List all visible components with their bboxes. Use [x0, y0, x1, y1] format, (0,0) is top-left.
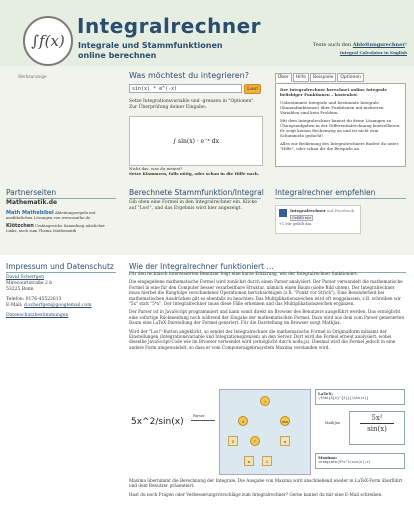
recommend-heading: Integralrechner empfehlen — [275, 188, 376, 197]
also-try-text: Teste auch den — [312, 42, 352, 48]
also-bang: ! — [404, 42, 407, 48]
english-version-link[interactable]: Integral Calculator in English — [339, 50, 407, 55]
about-p3: Mit dem Integralrechner kannst du deine Lösungen zu Übungsaufgaben in der Differentialrechnung kontrollieren. Er zeigt keinen Rechenweg an und ist nicht zum Schummeln gedacht! — [280, 118, 401, 138]
partner-3-text: Umfangreiche Sammlung nützlicher Links, auch zum Thema Mathematik — [6, 223, 105, 233]
rendered-numerator: 5x² — [371, 414, 383, 422]
tree-box — [219, 389, 311, 475]
preview-formula: ∫ sin(x) · e⁻ˣ dx — [172, 137, 220, 145]
derivative-calculator-link[interactable]: Ableitungsrechner — [352, 42, 405, 48]
about-p1: Der Integralrechner berechnet online Integrale beliebiger Funktionen – kostenlos! — [280, 87, 387, 97]
parser-label: Parser — [193, 414, 205, 418]
social-box — [275, 205, 361, 234]
imprint-email-link[interactable]: d.scherfgen@googlemail.com — [24, 303, 92, 308]
partner-2-text: Ableitungsregeln mit ausführlichen Lösungen von www.mathe.de — [6, 210, 96, 220]
imprint-phone: Telefon: 0176-45522613 — [6, 297, 62, 302]
how-p3: Der Parser ist in JavaScript programmiert und kann somit direkt im Browser des Benutzers ausgeführt werden. Das ermöglicht eine sofortige Rückmeldung noch während der Eingabe der mathematischen Formel. Dazu wird aus dem vom Parser generierten Baum eine LaTeX-Darstellung der Formel generiert. Für die Darstellung im Browser sorgt MathJax. — [129, 309, 405, 326]
partner-2[interactable] — [6, 211, 114, 220]
about-p4: Alles zur Bedienung des Integralrechners findest du unter "Hilfe", oder schau dir die Beispiele an. — [280, 141, 399, 151]
tree-leaf-x2: x — [244, 456, 254, 466]
tree-leaf-5: 5 — [228, 436, 238, 446]
facebook-icon — [279, 209, 287, 217]
hint2-line2: Setze Klammern, falls nötig, oder schau in die Hilfe nach. — [129, 171, 260, 176]
calculator-heading: Was möchtest du integrieren? — [129, 71, 249, 80]
input-row — [129, 84, 261, 94]
antiderivative-text: Gib oben eine Formel in den Integralrechner ein. Klicke auf "Los!", und das Ergebnis wird hier angezeigt. — [129, 200, 257, 211]
site-subtitle: Integrale und Stammfunktionen online berechnen — [78, 41, 223, 60]
tab-help[interactable]: Hilfe — [293, 73, 309, 82]
partner-1-name: Mathematik.de — [6, 199, 58, 206]
how-p4: Wird der "Los!"-Button angeklickt, so sendet der Integralrechner die mathematische Formel in Originalform mitsamt der Einstellungen (Integrationsvariable und Integrationsgrenzen) an den Server. Dort wird die Formel erneut analysiert, wobei dieselbe JavaScript-Code wie im Browser verwendet wird (ermöglicht durch node.js). Diesmal wird die Formel jedoch in eine andere Form umgewandelt, so dass er vom Computeralgebrasystem Maxima verstanden wird. — [129, 328, 396, 350]
how-heading: Wie der Integralrechner funktioniert … — [129, 262, 274, 271]
latex-output — [315, 389, 405, 405]
maxima-title: Maxima: — [318, 455, 338, 460]
go-button[interactable]: Los! — [244, 84, 261, 94]
about-p2: Unbestimmte Integrale und bestimmte Integrale (Stammfunktionen) über Funktionen mit mehreren Variablen sind kein Problem. — [280, 100, 384, 115]
site-title: Integralrechner — [77, 14, 262, 38]
about-panel — [275, 83, 406, 167]
facebook-page[interactable] — [290, 208, 354, 213]
maxima-code: integrate(5*x^2/sin(x),x) — [318, 460, 371, 464]
partners-heading: Partnerseiten — [6, 188, 57, 197]
input-hint-2 — [129, 166, 263, 176]
antiderivative-divider — [129, 198, 261, 199]
formula-input[interactable]: sin(x) * e^(-x) — [129, 84, 242, 93]
partner-3-name: Klötzchen — [6, 223, 34, 229]
closing-p2: Hast du noch Fragen oder Verbesserungsvorschläge zum Integralrechner? Gerne kannst du mir eine E-Mail schreiben. — [129, 491, 383, 497]
google-plus-button[interactable]: +1 Mir gefällt das. — [279, 222, 313, 226]
facebook-page-name: Integralrechner — [290, 208, 326, 213]
how-text — [129, 271, 406, 353]
logo[interactable] — [23, 16, 73, 66]
imprint-heading: Impressum und Datenschutz — [6, 262, 114, 271]
tree-pow: ^ — [250, 436, 260, 446]
imprint-divider — [6, 272, 116, 273]
tree-sin: sin — [280, 416, 290, 426]
input-hint: Setze Integrationsvariable und -grenzen in "Optionen". Zur Überprüfung deiner Eingabe: — [129, 99, 255, 110]
partner-1[interactable] — [6, 201, 114, 206]
imprint-name-link[interactable]: David Scherfgen — [6, 275, 45, 280]
top-links — [313, 42, 407, 57]
formula-preview — [129, 116, 263, 166]
info-tabs — [275, 73, 364, 82]
tab-options[interactable]: Optionen — [337, 73, 364, 82]
imprint-city: 53225 Bonn — [6, 287, 34, 292]
parser-arrow — [191, 420, 215, 421]
privacy-link[interactable]: Datenschutzbestimmungen — [6, 313, 69, 318]
imprint-email-label: E-Mail: — [6, 303, 23, 308]
partner-2-name: Math Mathebibel — [6, 210, 54, 216]
logo-text: ∫f(x) — [31, 32, 65, 50]
tab-examples[interactable]: Beispiele — [310, 73, 336, 82]
rendered-denominator: sin(x) — [360, 423, 394, 434]
parsing-diagram — [129, 387, 406, 475]
latex-title: LaTeX: — [318, 391, 334, 396]
ad-label: Werbeanzeige — [18, 74, 47, 79]
facebook-like-button[interactable]: Gefällt mir — [292, 216, 312, 220]
tree-leaf-2: 2 — [262, 456, 272, 466]
tree-leaf-x: x — [280, 436, 290, 446]
latex-code: \frac{5{x}^{2}}{\sin(x)} — [318, 396, 369, 400]
recommend-divider — [275, 198, 406, 199]
diagram-input-formula: 5x^2/sin(x) — [131, 417, 184, 427]
tab-about[interactable]: Über — [275, 73, 292, 82]
hint2-line1: Nicht das, was du meinst? — [129, 166, 183, 171]
how-p1: Für den technisch interessierten Benutzer folgt eine kurze Erklärung, wie der Integralrechner funktioniert. — [129, 271, 359, 276]
tree-mul: × — [238, 416, 248, 426]
mathjax-label: MathJax — [325, 421, 340, 425]
antiderivative-heading: Berechnete Stammfunktion/Integral — [129, 188, 264, 197]
maxima-output — [315, 453, 405, 469]
imprint-street: Mirecourtstraße 2 b — [6, 281, 53, 286]
how-p2: Die eingegebene mathematische Formel wird zunächst durch einen Parser analysiert. Der Parser verwandelt die mathematische Formel in eine für den Computer besser verarbeitbare Struktur, nämlich einen Baum (siehe Bild unten). Der Integralrechner muss hierbei die Rangfolge verschiedener Operationen berücksichtigen (z.B. "Punkt vor Strich"). Eine Besonderheit bei mathematischen Ausdrücken gilt es ebenfalls zu beachten: Das Multiplikationszeichen wird oft weggelassen, z.B. schreiben wir "5x" statt "5*x". Der Integralrechner muss diese Fälle erkennen und das Multiplikationszeichen ergänzen. — [129, 279, 403, 307]
imprint-block — [6, 275, 118, 319]
closing-p1: Maxima übernimmt die Berechnung der Integrale. Die Ausgabe von Maxima wird anschließend wieder in LaTeX-Form überführt und dem Benutzer präsentiert. — [129, 478, 403, 489]
partner-3[interactable] — [6, 224, 114, 233]
rendered-output — [349, 411, 405, 445]
facebook-page-sub: auf Facebook — [327, 208, 355, 213]
tree-root-div: ÷ — [260, 396, 270, 406]
closing-text — [129, 478, 406, 497]
